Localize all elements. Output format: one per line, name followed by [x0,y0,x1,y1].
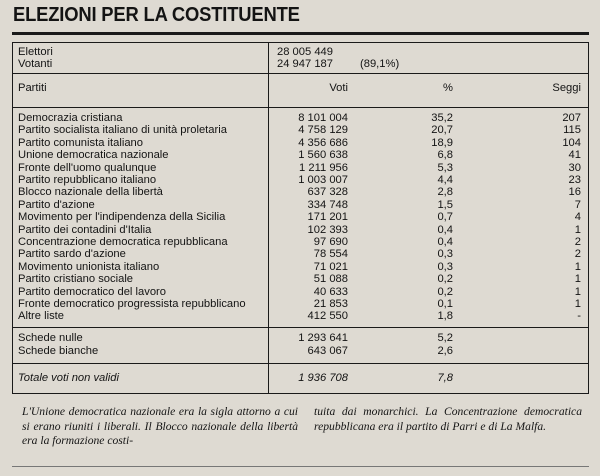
party-votes: 21 853 [313,298,348,310]
party-percent: 0,3 [437,260,453,273]
party-seats: 104 [562,136,581,149]
party-percent: 0,2 [437,273,453,286]
caption-right: tuita dai monarchici. La Concentrazione democratica repubblicana era il partito di Parri e di La Malfa. [314,405,582,433]
party-percent: 35,2 [431,112,453,124]
party-percent: 20,7 [431,124,453,137]
party-votes: 637 328 [307,186,348,199]
party-votes: 412 550 [307,310,348,323]
title-rule [12,32,589,35]
voters-percent: (89,1%) [360,58,400,70]
party-name: Altre liste [18,310,65,323]
divider-header [13,107,588,108]
party-votes: 1 211 956 [299,161,348,174]
party-seats: 1 [574,285,581,298]
party-name: Democrazia cristiana [18,112,123,124]
party-votes: 51 088 [313,273,348,286]
total-invalid-label: Totale voti non validi [18,372,119,384]
party-name: Blocco nazionale della libertà [18,186,163,199]
party-seats: 1 [574,223,581,236]
total-invalid-votes: 1 936 708 [298,372,348,384]
party-seats: 41 [568,149,581,162]
party-seats: 4 [574,211,581,224]
party-votes: 4 356 686 [298,136,348,149]
voters-value: 24 947 187 [277,58,333,70]
party-seats: 2 [574,236,581,248]
party-percent: 0,3 [437,248,453,261]
blank-ballots-votes: 643 067 [307,345,348,357]
party-seats: 2 [574,248,581,261]
blank-ballots-label: Schede bianche [18,345,99,357]
page-title: ELEZIONI PER LA COSTITUENTE [13,4,300,26]
party-votes: 334 748 [307,198,348,211]
party-seats: 1 [574,298,581,310]
party-votes: 71 021 [313,260,348,273]
party-name: Partito democratico del lavoro [18,285,166,298]
party-percent: 1,8 [437,310,453,323]
party-percent: 0,2 [437,285,453,298]
party-votes: 8 101 004 [298,112,348,124]
header-votes: Voti [329,82,348,94]
party-percent: 4,4 [437,174,453,186]
party-percent: 0,7 [437,211,453,224]
party-votes: 4 758 129 [298,124,348,137]
party-percent: 2,8 [437,186,453,199]
party-name: Partito dei contadini d'Italia [18,223,152,236]
party-seats: 30 [568,161,581,174]
column-divider [268,43,269,393]
party-seats: 23 [568,174,581,186]
party-name: Partito comunista italiano [18,136,143,149]
party-name: Fronte dell'uomo qualunque [18,161,157,174]
party-votes: 102 393 [307,223,348,236]
divider-parties [13,327,588,328]
party-percent: 0,1 [437,298,453,310]
party-name: Partito d'azione [18,198,95,211]
party-name: Unione democratica nazionale [18,149,169,162]
party-percent: 0,4 [437,223,453,236]
party-percent: 5,3 [437,161,453,174]
party-name: Partito cristiano sociale [18,273,134,286]
header-seats: Seggi [552,82,581,94]
party-name: Partito socialista italiano di unità proletaria [18,124,227,137]
null-ballots-label: Schede nulle [18,332,83,344]
null-ballots-votes: 1 293 641 [298,332,348,344]
party-percent: 1,5 [437,198,453,211]
electors-value: 28 005 449 [277,46,333,58]
party-percent: 18,9 [431,136,453,149]
party-seats: 1 [574,260,581,273]
total-invalid-percent: 7,8 [437,372,453,384]
party-votes: 1 560 638 [298,149,348,162]
party-name: Fronte democratico progressista repubblicano [18,298,246,310]
party-seats: 207 [562,112,581,124]
voters-label: Votanti [18,58,53,70]
header-percent: % [443,82,453,94]
divider-invalid [13,363,588,364]
party-votes: 97 690 [313,236,348,248]
bottom-rule [12,466,589,467]
party-votes: 40 633 [313,285,348,298]
party-name: Movimento per l'indipendenza della Sicilia [18,211,226,224]
party-seats: 7 [574,198,581,211]
party-votes: 78 554 [313,248,348,261]
party-votes: 171 201 [307,211,348,224]
party-name: Partito sardo d'azione [18,248,126,261]
party-seats: 115 [563,124,581,137]
party-percent: 0,4 [437,236,453,248]
party-name: Partito repubblicano italiano [18,174,157,186]
party-seats: - [577,310,581,323]
party-name: Concentrazione democratica repubblicana [18,236,228,248]
electors-label: Elettori [18,46,53,58]
divider-summary [13,73,588,74]
caption-left: L'Unione democratica nazionale era la sigla attorno a cui si erano riuniti i liberali. Il Blocco nazionale della libertà era la formazione costi- [22,405,298,447]
party-percent: 6,8 [437,149,453,162]
null-ballots-percent: 5,2 [437,332,453,344]
results-table [12,42,589,394]
party-seats: 16 [568,186,581,199]
header-party: Partiti [18,82,47,94]
party-seats: 1 [574,273,581,286]
blank-ballots-percent: 2,6 [437,345,453,357]
party-votes: 1 003 007 [298,174,348,186]
party-name: Movimento unionista italiano [18,260,160,273]
